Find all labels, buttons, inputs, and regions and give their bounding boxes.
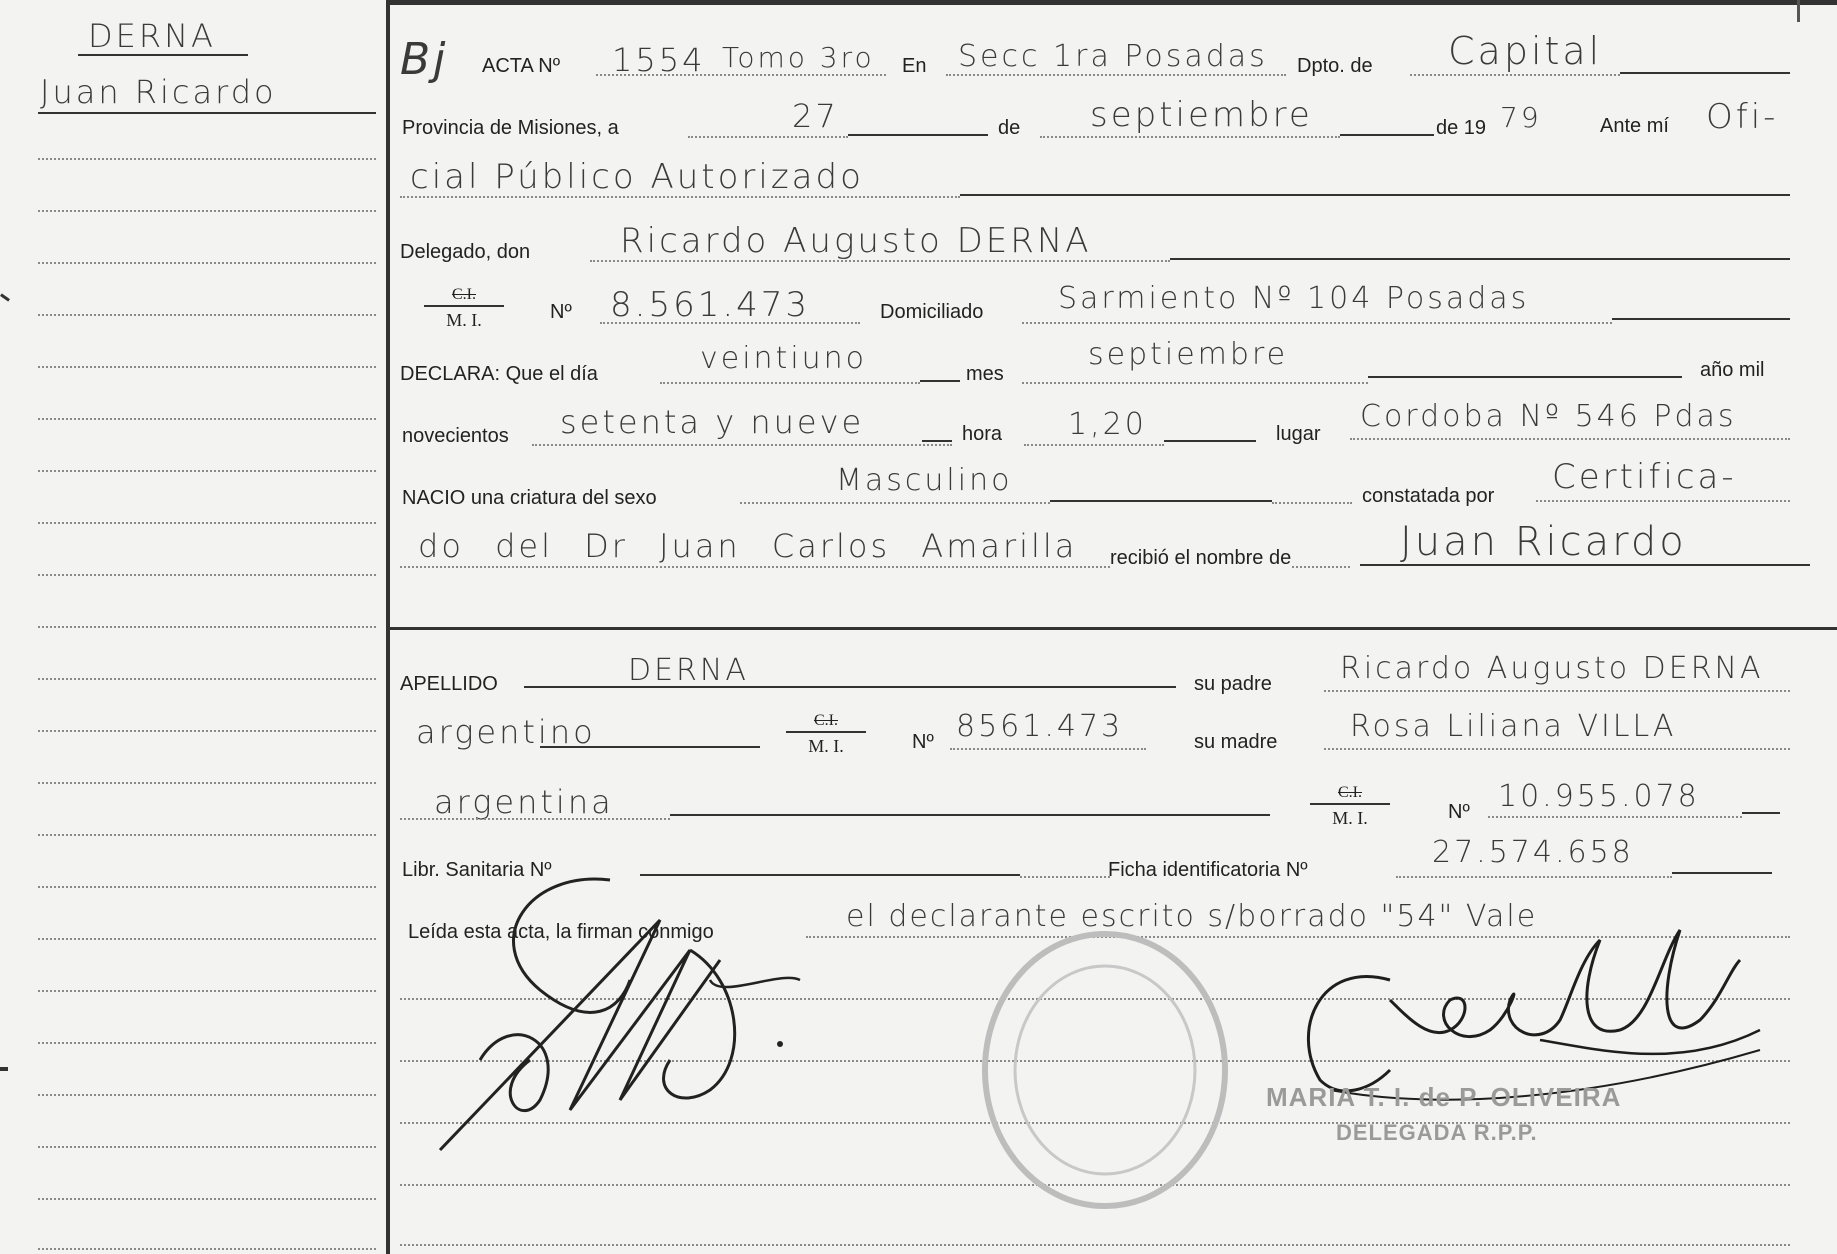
stamp-role: DELEGADA R.P.P.	[1336, 1120, 1538, 1145]
domicilio: Sarmiento Nº 104 Posadas	[1058, 281, 1530, 316]
margin-surname-underline	[78, 54, 248, 56]
hora: 1,20	[1068, 407, 1147, 442]
right-border	[1797, 0, 1800, 22]
madre-doc-number: 10.955.078	[1498, 779, 1700, 814]
mes-line-dot	[1022, 382, 1368, 384]
dpto-label: Dpto. de	[1297, 55, 1373, 77]
oficial-rest: cial Público Autorizado	[410, 157, 864, 197]
margin-surname: DERNA	[88, 17, 216, 55]
novecientos-anio: setenta y nueve	[560, 403, 865, 441]
mes-label: mes	[966, 363, 1004, 385]
novecientos-line	[922, 440, 952, 442]
ficha-label: Ficha identificatoria Nº	[1108, 859, 1308, 881]
madre-doc-type-bottom: M. I.	[1332, 808, 1368, 828]
constatada-label: constatada por	[1362, 485, 1495, 507]
novecientos-label: novecientos	[402, 425, 509, 447]
acta-number: 1554	[612, 41, 706, 79]
constatada-line-dot	[1536, 500, 1790, 502]
ficha: 27.574.658	[1432, 835, 1634, 870]
padre-nacionalidad: argentino	[416, 713, 596, 751]
declarant-doc-type	[424, 286, 504, 331]
recibio-label: recibió el nombre de	[1110, 547, 1292, 569]
year-suffix: 79	[1500, 101, 1542, 134]
page-top-border	[388, 0, 1837, 5]
mes-line	[1368, 376, 1682, 378]
declara-mes: septiembre	[1088, 337, 1289, 372]
madre-doc-type	[1310, 784, 1390, 829]
declarant-doc-line	[600, 322, 860, 324]
hora-line	[1164, 440, 1256, 442]
acta-label: ACTA Nº	[482, 55, 561, 77]
lugar-label: lugar	[1276, 423, 1321, 445]
dpto-line-ext	[1620, 72, 1790, 74]
anio-label: año mil	[1700, 359, 1765, 381]
dia-line-dot	[660, 382, 920, 384]
madre-doc-line	[1742, 812, 1780, 814]
nombre-line	[1360, 564, 1810, 566]
nacio-label: NACIO una criatura del sexo	[402, 487, 657, 509]
leida-text: el declarante escrito s/borrado "54" Vale	[846, 899, 1538, 934]
en-label: En	[902, 55, 927, 77]
ante-label: Ante mí	[1600, 115, 1669, 137]
ficha-line	[1672, 872, 1772, 874]
day-line	[848, 134, 988, 136]
constatada-start: Certifica-	[1552, 457, 1737, 497]
sexo: Masculino	[836, 463, 1013, 498]
sexo-line-dot-2	[1272, 502, 1352, 504]
padre-doc-type-top: C.I.	[814, 712, 838, 729]
padre-doc-type	[786, 712, 866, 757]
seccion: Secc 1ra Posadas	[958, 39, 1268, 74]
padre-doc-type-bar	[786, 731, 866, 733]
declara-label: DECLARA: Que el día	[400, 363, 598, 385]
madre-doc-line-dot	[1488, 816, 1742, 818]
declarant-doc-number: 8.561.473	[610, 285, 811, 325]
delegado-label: Delegado, don	[400, 241, 531, 263]
domicilio-line	[1612, 318, 1790, 320]
padre-line-dot	[1324, 690, 1790, 692]
apellido-label: APELLIDO	[400, 673, 498, 695]
tomo: Tomo 3ro	[722, 41, 875, 74]
seccion-line	[946, 74, 1286, 76]
madre-nacionalidad: argentina	[434, 783, 614, 821]
libreta-line-dot	[1020, 876, 1110, 878]
departamento: Capital	[1448, 29, 1603, 73]
declarant-signature	[420, 860, 820, 1160]
ficha-line-dot	[1396, 876, 1672, 878]
delegado-name: Ricardo Augusto DERNA	[620, 221, 1092, 261]
nombre: Juan Ricardo	[1400, 519, 1687, 565]
padre-no-label: Nº	[912, 731, 934, 753]
date-month: septiembre	[1090, 95, 1313, 135]
domicilio-line-dot	[1022, 322, 1612, 324]
dpto-line	[1410, 74, 1620, 76]
margin-given-names: Juan Ricardo	[40, 73, 277, 111]
dia-line	[920, 380, 960, 382]
leida-label: Leída esta acta, la firman conmigo	[408, 921, 714, 943]
acta-line	[596, 74, 886, 76]
hora-line-dot	[1024, 444, 1164, 446]
registry-seal	[970, 920, 1240, 1220]
month-line-dot	[1040, 136, 1340, 138]
padre-nacionalidad-line	[540, 746, 760, 748]
madre: Rosa Liliana VILLA	[1350, 709, 1677, 744]
declarant-no-label: Nº	[550, 301, 572, 323]
novecientos-line-dot	[532, 444, 952, 446]
stamp-name: MARIA T. I. de P. OLIVEIRA	[1266, 1082, 1622, 1112]
padre: Ricardo Augusto DERNA	[1340, 651, 1764, 686]
day-line-dot	[688, 136, 848, 138]
madre-line-dot	[1324, 748, 1790, 750]
madre-nacionalidad-line	[670, 814, 1270, 816]
month-line	[1340, 134, 1434, 136]
madre-no-label: Nº	[1448, 801, 1470, 823]
delegado-line-dot	[590, 260, 1170, 262]
declarant-doc-type-top: C.I.	[452, 286, 476, 303]
oficial-line-dot	[400, 196, 960, 198]
declarant-doc-type-bottom: M. I.	[446, 310, 482, 330]
lugar: Cordoba Nº 546 Pdas	[1360, 399, 1737, 434]
registrar-initials: Bj	[400, 34, 449, 85]
provincia-label: Provincia de Misiones, a	[402, 117, 619, 139]
date-day: 27	[792, 97, 839, 135]
madre-nacionalidad-line-dot	[400, 818, 670, 820]
section-divider	[390, 627, 1837, 630]
edge-mark-1	[0, 293, 10, 301]
madre-doc-type-top: C.I.	[1338, 784, 1362, 801]
oficial-line	[960, 194, 1790, 196]
de-label: de	[998, 117, 1021, 139]
padre-label: su padre	[1194, 673, 1272, 695]
edge-mark-2	[0, 1067, 8, 1071]
padre-doc-line	[950, 748, 1146, 750]
padre-doc-number: 8561.473	[956, 709, 1124, 744]
domiciliado-label: Domiciliado	[880, 301, 984, 323]
declara-dia: veintiuno	[700, 341, 868, 376]
sexo-line-dot	[740, 502, 1050, 504]
libreta-label: Libr. Sanitaria Nº	[402, 859, 552, 881]
sexo-line	[1050, 500, 1272, 502]
lugar-line-dot	[1350, 438, 1790, 440]
apellido-line	[524, 686, 1176, 688]
madre-doc-type-bar	[1310, 803, 1390, 805]
declarant-doc-type-bar	[424, 305, 504, 307]
year-label: de 19	[1436, 117, 1487, 139]
oficial-start: Ofi-	[1706, 97, 1779, 137]
madre-label: su madre	[1194, 731, 1278, 753]
hora-label: hora	[962, 423, 1003, 445]
delegado-line	[1170, 258, 1790, 260]
apellido: DERNA	[628, 653, 749, 688]
certificado: do del Dr Juan Carlos Amarilla	[418, 527, 1078, 565]
margin-given-names-underline	[38, 112, 376, 114]
padre-doc-type-bottom: M. I.	[808, 736, 844, 756]
